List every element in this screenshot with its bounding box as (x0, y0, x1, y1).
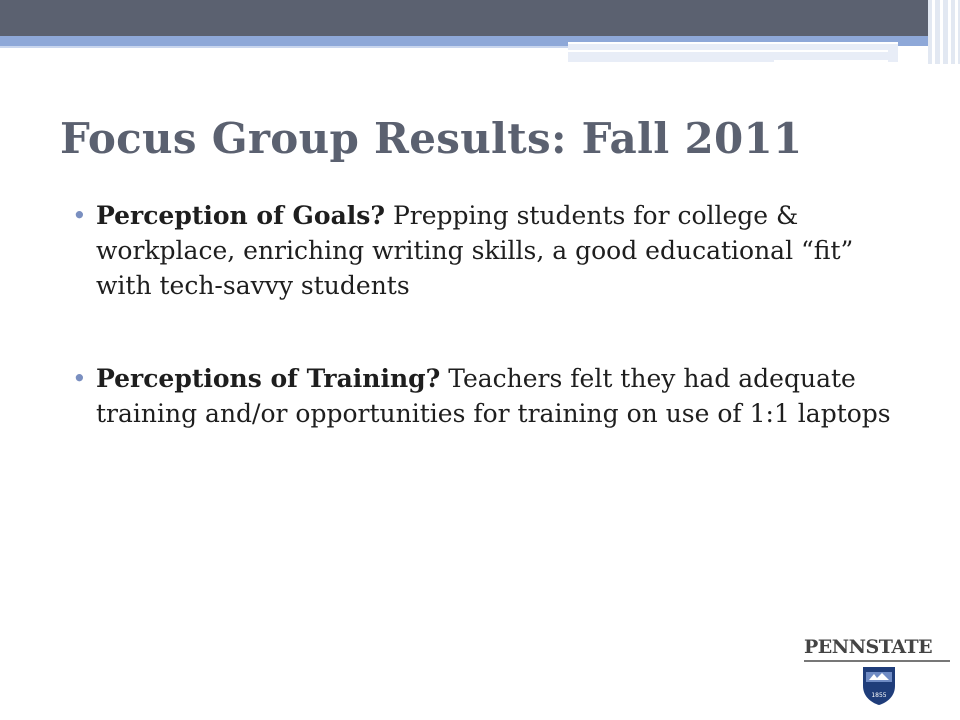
bullet-heading: Perception of Goals? (96, 201, 385, 230)
accent-band-thin (0, 46, 568, 48)
bullet-glyph: • (72, 364, 87, 393)
header-bar (0, 0, 960, 36)
bullet-text: Prepping students for college & workplace, enriching writing skills, a good educational “fit” with tech-savvy students (96, 201, 854, 300)
shield-icon (862, 666, 896, 706)
logo-rule (804, 660, 950, 662)
logo-wordmark: PENNSTATE (804, 636, 933, 658)
bullet-list (72, 198, 902, 489)
header-tab-line (568, 50, 888, 52)
bullet-text: Teachers felt they had adequate training and/or opportunities for training on use of 1:1 laptops (96, 364, 891, 428)
header-tab-line-short (774, 60, 888, 64)
bullet-heading: Perceptions of Training? (96, 364, 441, 393)
logo-year: 1855 (871, 692, 887, 699)
header-stripes-decoration (928, 0, 960, 64)
slide-title: Focus Group Results: Fall 2011 (60, 114, 803, 163)
penn-state-logo (804, 636, 950, 706)
bullet-item-goals (72, 198, 902, 303)
bullet-glyph: • (72, 201, 87, 230)
bullet-item-training (72, 361, 902, 431)
header-tab-decoration (568, 42, 898, 62)
